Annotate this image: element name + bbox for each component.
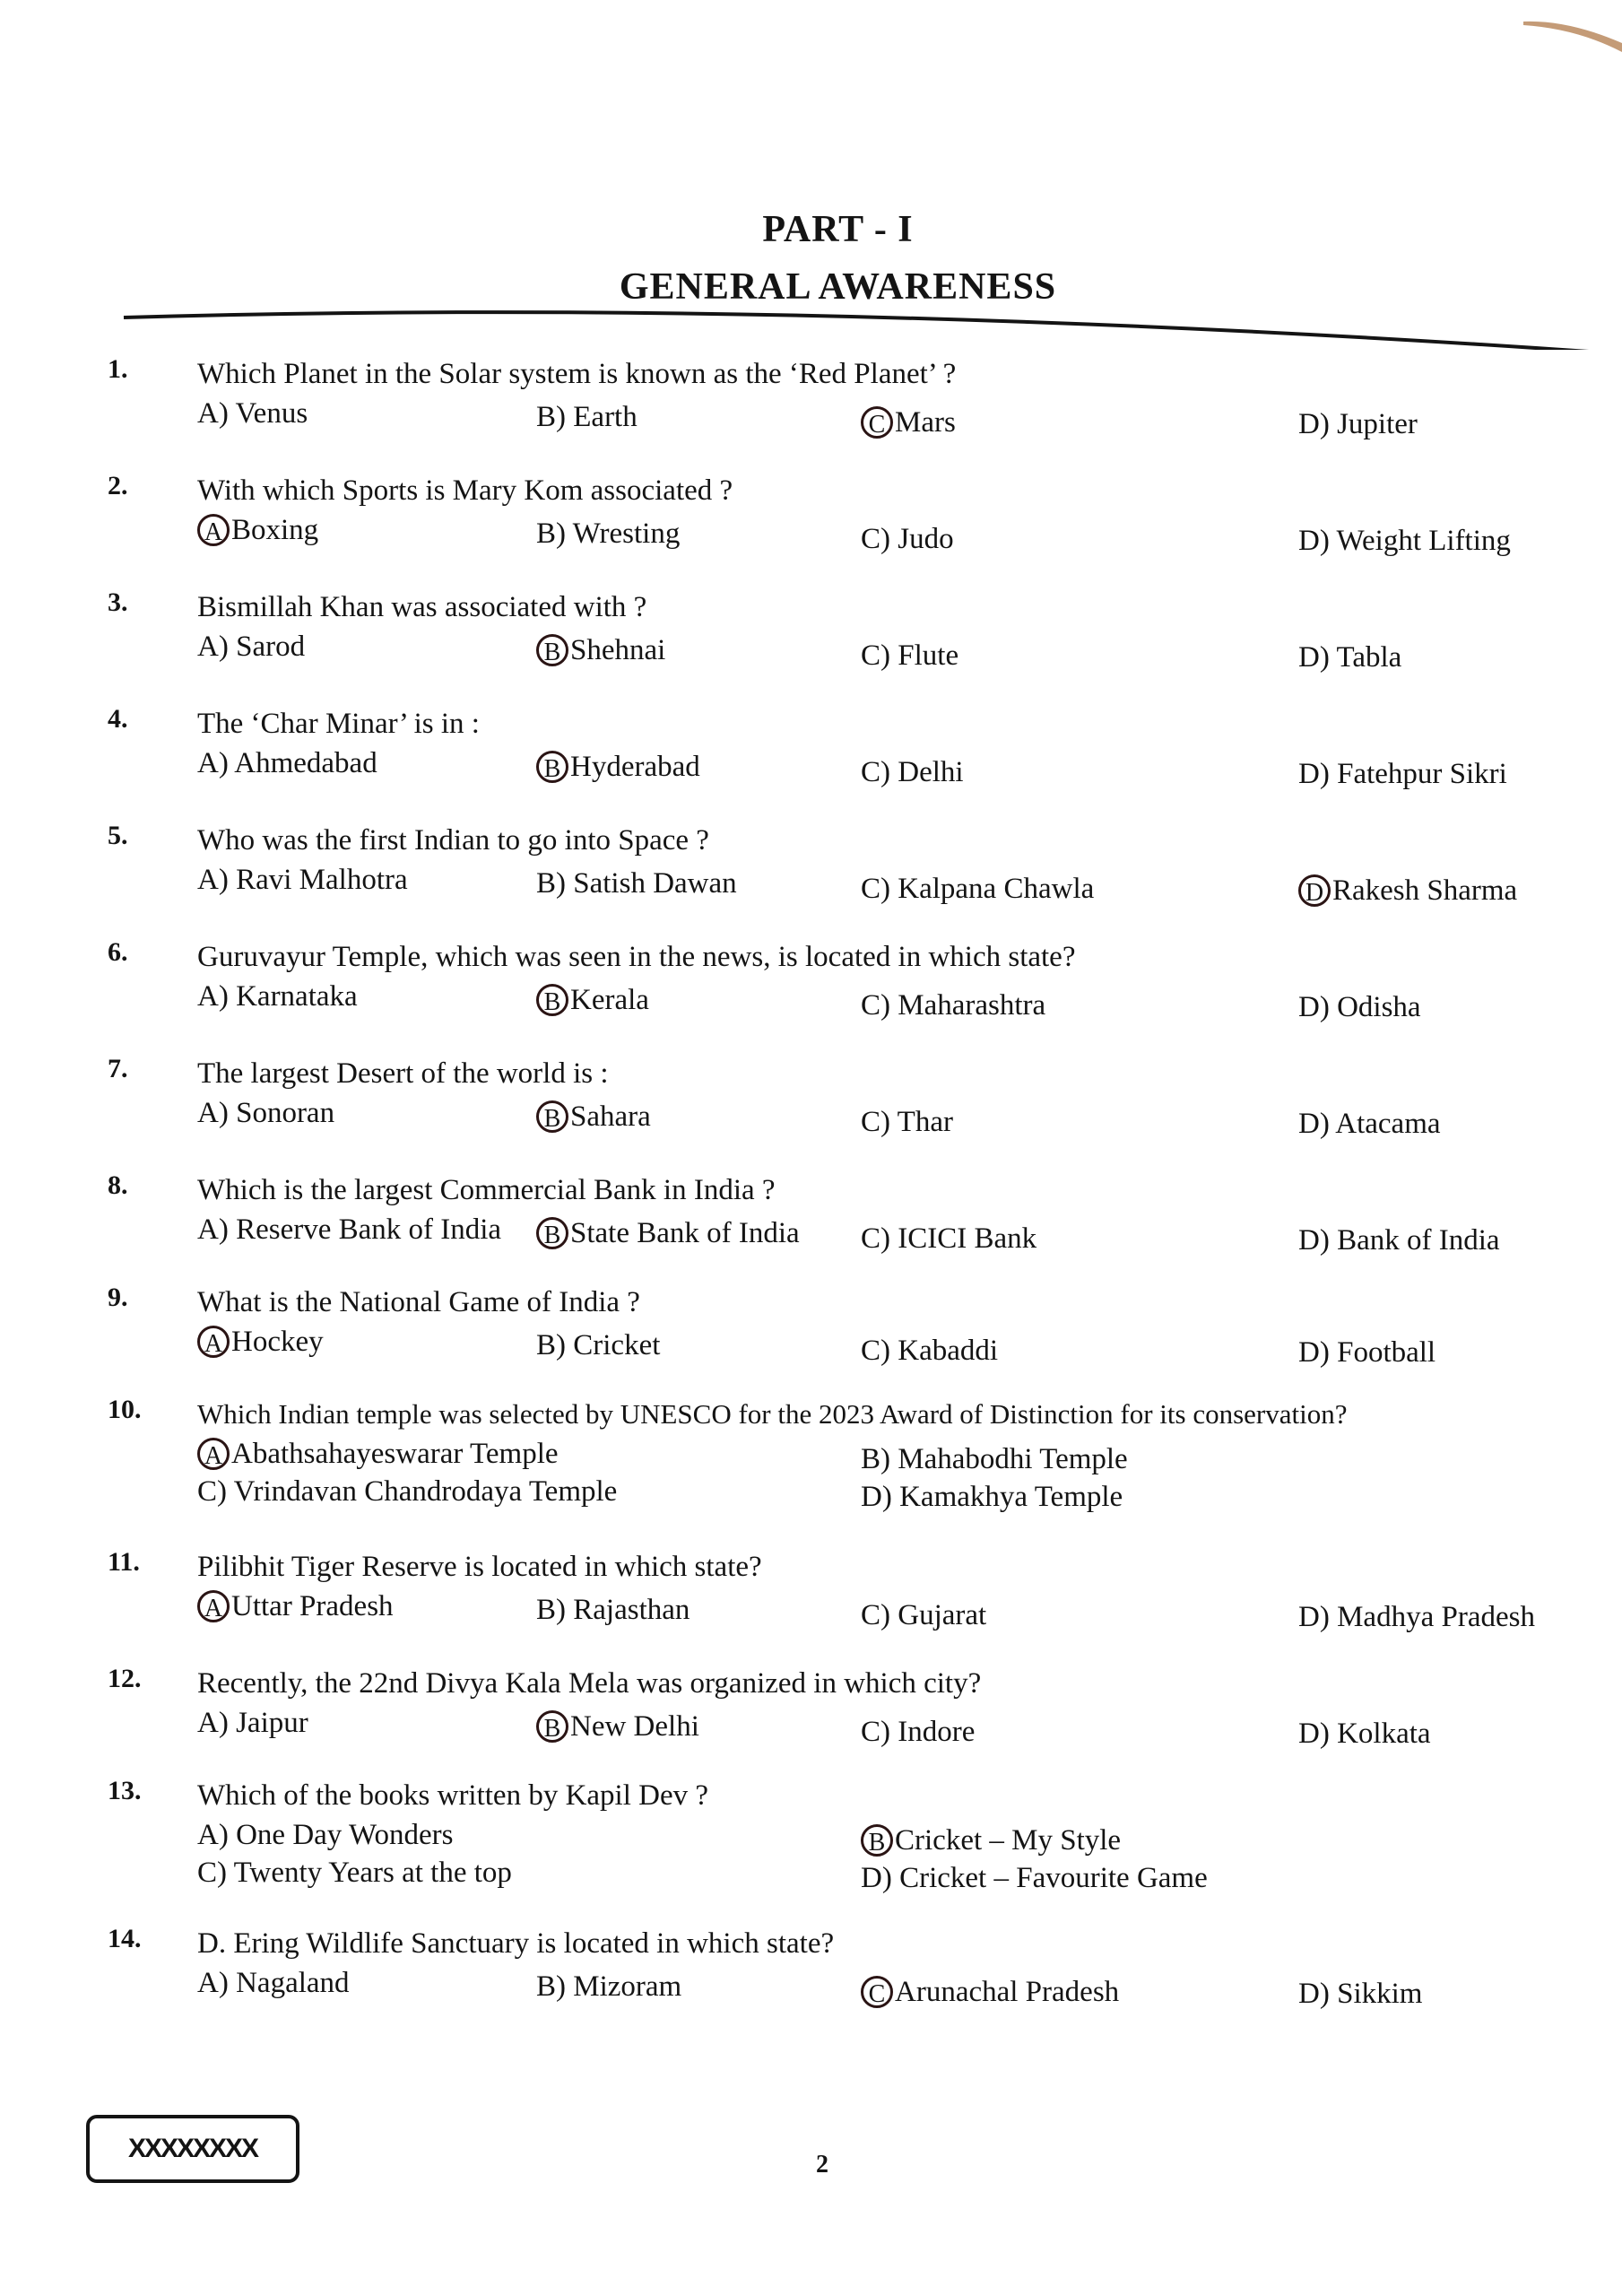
option-text: Delhi: [898, 756, 964, 788]
question-text: The ‘Char Minar’ is in :: [197, 708, 480, 740]
question-number: 7.: [108, 1054, 128, 1083]
option-paren: ): [880, 989, 898, 1022]
option-d[interactable]: [1298, 641, 1401, 674]
option-text: Boxing: [231, 514, 319, 546]
option-letter: C: [861, 1716, 881, 1748]
option-text: Maharashtra: [898, 989, 1046, 1022]
option-paren: ): [556, 401, 574, 433]
option-letter: A: [197, 1213, 219, 1246]
circled-answer-mark: A: [197, 514, 230, 546]
option-b[interactable]: [536, 751, 700, 785]
option-text: Abathsahayeswarar Temple: [231, 1438, 559, 1470]
question-text: Recently, the 22nd Divya Kala Mela was organized in which city?: [197, 1667, 982, 1700]
option-a[interactable]: [197, 864, 408, 897]
option-text: Venus: [235, 397, 308, 430]
option-letter: C: [861, 873, 881, 905]
option-paren: ): [218, 864, 237, 896]
question-text: Which Indian temple was selected by UNESCO for the 2023 Award of Distinction for its conservation?: [197, 1398, 1348, 1430]
option-b[interactable]: [536, 517, 680, 551]
option-text: Jaipur: [236, 1707, 308, 1739]
circled-answer-mark: B: [536, 1217, 568, 1249]
option-letter: D: [1298, 1718, 1320, 1750]
option-text: Thar: [897, 1106, 953, 1138]
option-paren: ): [880, 1106, 898, 1138]
option-letter: C: [197, 1475, 218, 1508]
option-d[interactable]: [1298, 1601, 1535, 1634]
option-c[interactable]: [861, 873, 1094, 906]
option-paren: ): [880, 639, 898, 672]
option-letter: B: [536, 1329, 557, 1361]
option-text: Rakesh Sharma: [1332, 874, 1518, 907]
option-text: Jupiter: [1337, 408, 1418, 440]
option-letter: A: [197, 1819, 219, 1851]
option-paren: ): [1319, 408, 1338, 440]
section-title: GENERAL AWARENESS: [619, 266, 1057, 308]
option-text: Wresting: [572, 517, 681, 550]
question-number: 13.: [108, 1776, 142, 1805]
option-text: Gujarat: [898, 1599, 987, 1631]
option-letter: C: [861, 639, 881, 672]
option-paren: ): [556, 1970, 574, 2003]
question-text: D. Ering Wildlife Sanctuary is located in which state?: [197, 1927, 835, 1960]
option-paren: ): [1319, 1718, 1338, 1750]
option-text: Mars: [895, 406, 956, 439]
option-c[interactable]: [861, 989, 1045, 1022]
option-paren: ): [217, 1857, 234, 1889]
option-letter: C: [197, 1857, 218, 1889]
option-c[interactable]: [861, 1222, 1037, 1256]
question-number: 11.: [108, 1547, 140, 1577]
option-paren: ): [881, 1862, 900, 1894]
option-text: Nagaland: [236, 1967, 350, 1999]
option-c[interactable]: [861, 1335, 998, 1368]
option-text: Sarod: [236, 631, 306, 663]
option-paren: ): [880, 1716, 898, 1748]
option-d[interactable]: [1298, 1978, 1422, 2011]
corner-smudge: [1523, 16, 1622, 52]
option-letter: D: [1298, 1601, 1320, 1633]
options: [197, 1097, 1542, 1178]
option-paren: ): [1319, 758, 1338, 790]
option-text: Cricket – My Style: [895, 1824, 1122, 1857]
option-text: Weight Lifting: [1336, 525, 1511, 557]
option-text: Sahara: [570, 1100, 651, 1133]
option-text: Bank of India: [1337, 1224, 1500, 1257]
option-letter: D: [1298, 525, 1320, 557]
option-b[interactable]: [536, 984, 649, 1018]
option-letter: C: [861, 1222, 881, 1255]
option-a[interactable]: [197, 1819, 453, 1852]
option-letter: B: [536, 867, 557, 900]
option-text: Hockey: [231, 1326, 324, 1358]
option-a[interactable]: [197, 1590, 394, 1624]
option-paren: ): [880, 1599, 898, 1631]
option-a[interactable]: [197, 1213, 501, 1247]
option-a[interactable]: [197, 1707, 308, 1740]
option-letter: D: [1298, 1224, 1320, 1257]
option-letter: A: [197, 631, 219, 663]
option-text: Cricket – Favourite Game: [899, 1862, 1208, 1894]
option-paren: ): [556, 867, 574, 900]
option-b[interactable]: [536, 1329, 660, 1362]
option-letter: D: [1298, 408, 1320, 440]
option-a[interactable]: [197, 1326, 324, 1360]
option-letter: D: [1298, 991, 1320, 1023]
option-text: Kamakhya Temple: [899, 1481, 1123, 1513]
option-text: Atacama: [1335, 1108, 1441, 1140]
option-a[interactable]: [197, 631, 305, 664]
option-d[interactable]: [1298, 525, 1511, 558]
option-text: Football: [1337, 1336, 1436, 1369]
option-paren: ): [218, 631, 237, 663]
option-paren: ): [1319, 1108, 1336, 1140]
option-b[interactable]: [536, 1217, 800, 1251]
option-paren: ): [218, 1213, 237, 1246]
option-paren: ): [556, 517, 573, 550]
question-text: What is the National Game of India ?: [197, 1286, 640, 1318]
option-letter: C: [861, 1335, 881, 1367]
option-c[interactable]: [861, 1599, 986, 1632]
option-letter: C: [861, 989, 881, 1022]
question-number: 2.: [108, 471, 128, 500]
option-c[interactable]: [861, 1106, 953, 1139]
option-c[interactable]: [197, 1475, 617, 1509]
option-paren: ): [556, 1329, 574, 1361]
option-letter: B: [536, 401, 557, 433]
option-letter: C: [861, 1599, 881, 1631]
option-d[interactable]: [1298, 408, 1418, 441]
options: [197, 1326, 1542, 1406]
option-c[interactable]: [861, 406, 956, 440]
options: [197, 980, 1542, 1061]
option-c[interactable]: [861, 639, 958, 673]
option-paren: ): [1319, 1336, 1338, 1369]
options: [197, 1438, 1542, 1518]
option-letter: C: [861, 1106, 881, 1138]
option-d[interactable]: [1298, 758, 1507, 791]
circled-answer-mark: B: [536, 1710, 568, 1743]
option-paren: ): [880, 1335, 898, 1367]
option-letter: A: [197, 980, 219, 1013]
option-letter: A: [197, 397, 219, 430]
question-text: Pilibhit Tiger Reserve is located in which state?: [197, 1551, 762, 1583]
question-number: 1.: [108, 354, 128, 384]
option-letter: B: [536, 1970, 557, 2003]
option-d[interactable]: [1298, 1108, 1441, 1141]
option-text: Kerala: [570, 984, 649, 1016]
option-c[interactable]: [197, 1857, 512, 1890]
option-paren: ): [881, 1481, 900, 1513]
option-c[interactable]: [861, 756, 964, 789]
options: [197, 397, 1542, 478]
options: [197, 1707, 1542, 1787]
question-text: The largest Desert of the world is :: [197, 1057, 609, 1090]
option-text: Cricket: [573, 1329, 661, 1361]
circled-answer-mark: B: [861, 1824, 893, 1857]
option-d[interactable]: [861, 1862, 1208, 1895]
question-number: 9.: [108, 1283, 128, 1312]
option-paren: ): [880, 756, 898, 788]
option-b[interactable]: [536, 1594, 690, 1627]
option-text: Indore: [898, 1716, 976, 1748]
option-b[interactable]: [536, 867, 737, 900]
option-text: Kabaddi: [898, 1335, 999, 1367]
option-letter: A: [197, 1097, 219, 1129]
option-text: Twenty Years at the top: [233, 1857, 512, 1889]
option-d[interactable]: [1298, 1336, 1436, 1370]
option-a[interactable]: [197, 1438, 559, 1472]
option-text: Shehnai: [570, 634, 666, 666]
question-number: 6.: [108, 937, 128, 967]
option-letter: D: [861, 1481, 882, 1513]
option-paren: ): [1319, 1601, 1338, 1633]
circled-answer-mark: A: [197, 1438, 230, 1470]
option-paren: ): [880, 1222, 898, 1255]
option-text: Ravi Malhotra: [236, 864, 408, 896]
option-text: Karnataka: [236, 980, 358, 1013]
question-number: 12.: [108, 1664, 142, 1693]
option-b[interactable]: [536, 1710, 699, 1744]
option-text: Reserve Bank of India: [236, 1213, 502, 1246]
option-d[interactable]: [1298, 1224, 1500, 1257]
option-a[interactable]: [197, 514, 318, 548]
option-paren: ): [218, 1819, 237, 1851]
option-text: Fatehpur Sikri: [1337, 758, 1507, 790]
option-a[interactable]: [197, 1967, 350, 2000]
option-paren: ): [880, 523, 898, 555]
option-b[interactable]: [536, 634, 665, 668]
option-b[interactable]: [861, 1824, 1121, 1858]
option-text: Vrindavan Chandrodaya Temple: [233, 1475, 618, 1508]
option-letter: B: [536, 517, 557, 550]
question-text: Which is the largest Commercial Bank in India ?: [197, 1174, 776, 1206]
question-number: 3.: [108, 587, 128, 617]
booklet-code-box: XXXXXXXX: [86, 2115, 299, 2183]
option-c[interactable]: [861, 1716, 975, 1749]
option-d[interactable]: [1298, 1718, 1431, 1751]
option-letter: A: [197, 747, 219, 779]
option-paren: ): [1319, 1224, 1338, 1257]
question-number: 4.: [108, 704, 128, 734]
option-paren: ): [218, 1097, 237, 1129]
option-text: Mizoram: [573, 1970, 682, 2003]
option-text: Judo: [898, 523, 954, 555]
option-paren: ): [1319, 525, 1337, 557]
option-c[interactable]: [861, 1976, 1119, 2010]
option-letter: D: [1298, 1108, 1320, 1140]
option-text: Arunachal Pradesh: [895, 1976, 1120, 2008]
option-text: Ahmedabad: [234, 747, 377, 779]
option-text: State Bank of India: [570, 1217, 800, 1249]
option-text: New Delhi: [570, 1710, 699, 1743]
options: [197, 514, 1542, 595]
option-letter: D: [1298, 1978, 1320, 2010]
question-number: 10.: [108, 1395, 142, 1424]
option-b[interactable]: [536, 1970, 681, 2004]
circled-answer-mark: A: [197, 1590, 230, 1622]
option-paren: ): [880, 1443, 898, 1475]
option-d[interactable]: [861, 1481, 1123, 1514]
option-a[interactable]: [197, 397, 308, 430]
option-text: Madhya Pradesh: [1337, 1601, 1535, 1633]
option-text: Satish Dawan: [573, 867, 737, 900]
question-number: 8.: [108, 1170, 128, 1200]
option-letter: A: [197, 1967, 219, 1999]
option-a[interactable]: [197, 747, 377, 780]
option-letter: D: [1298, 1336, 1320, 1369]
option-text: Earth: [573, 401, 638, 433]
question-text: Which Planet in the Solar system is known as the ‘Red Planet’ ?: [197, 358, 957, 390]
option-text: Tabla: [1336, 641, 1402, 674]
option-letter: D: [1298, 758, 1320, 790]
option-text: Rajasthan: [573, 1594, 690, 1626]
options: [197, 864, 1542, 944]
question-number: 14.: [108, 1924, 142, 1953]
option-paren: ): [1319, 1978, 1338, 2010]
option-paren: ): [218, 747, 235, 779]
option-b[interactable]: [536, 1100, 651, 1135]
option-letter: D: [861, 1862, 882, 1894]
options: [197, 631, 1542, 711]
option-text: Odisha: [1337, 991, 1421, 1023]
options: [197, 747, 1542, 828]
question-text: Which of the books written by Kapil Dev ?: [197, 1779, 709, 1812]
option-paren: ): [218, 1707, 237, 1739]
question-number: 5.: [108, 821, 128, 850]
part-title: PART - I: [762, 209, 914, 250]
option-paren: ): [1319, 991, 1338, 1023]
question-text: Guruvayur Temple, which was seen in the news, is located in which state?: [197, 941, 1076, 973]
options: [197, 1819, 1542, 1900]
options: [197, 1967, 1542, 2048]
option-letter: A: [197, 1707, 219, 1739]
circled-answer-mark: B: [536, 751, 568, 783]
circled-answer-mark: A: [197, 1326, 230, 1358]
option-b[interactable]: [861, 1443, 1128, 1476]
option-letter: A: [197, 864, 219, 896]
page-number: 2: [816, 2151, 828, 2179]
question-text: Who was the first Indian to go into Space ?: [197, 824, 709, 857]
circled-answer-mark: B: [536, 634, 568, 666]
circled-answer-mark: C: [861, 406, 893, 439]
option-text: One Day Wonders: [236, 1819, 454, 1851]
option-text: Kalpana Chawla: [898, 873, 1095, 905]
option-d[interactable]: [1298, 991, 1421, 1024]
option-paren: ): [880, 873, 898, 905]
option-c[interactable]: [861, 523, 954, 556]
option-letter: B: [536, 1594, 557, 1626]
circled-answer-mark: B: [536, 984, 568, 1016]
option-text: Flute: [898, 639, 959, 672]
circled-answer-mark: B: [536, 1100, 568, 1133]
option-letter: B: [861, 1443, 881, 1475]
option-letter: D: [1298, 641, 1320, 674]
option-a[interactable]: [197, 1097, 334, 1130]
page-header: [0, 208, 1622, 309]
option-paren: ): [556, 1594, 574, 1626]
option-letter: C: [861, 756, 881, 788]
option-text: Sikkim: [1337, 1978, 1423, 2010]
option-letter: C: [861, 523, 881, 555]
question-text: With which Sports is Mary Kom associated ?: [197, 474, 733, 507]
options: [197, 1590, 1542, 1671]
circled-answer-mark: D: [1298, 874, 1331, 907]
option-text: Uttar Pradesh: [231, 1590, 394, 1622]
option-text: Kolkata: [1337, 1718, 1431, 1750]
option-paren: ): [1319, 641, 1337, 674]
option-text: Hyderabad: [570, 751, 700, 783]
option-text: Mahabodhi Temple: [898, 1443, 1128, 1475]
option-b[interactable]: [536, 401, 638, 434]
options: [197, 1213, 1542, 1294]
question-text: Bismillah Khan was associated with ?: [197, 591, 647, 623]
option-text: Sonoran: [236, 1097, 335, 1129]
option-a[interactable]: [197, 980, 358, 1013]
option-paren: ): [217, 1475, 234, 1508]
option-paren: ): [218, 980, 237, 1013]
option-paren: ): [218, 1967, 237, 1999]
option-d[interactable]: [1298, 874, 1517, 909]
header-rule: [0, 296, 1622, 350]
option-paren: ): [218, 397, 236, 430]
option-text: ICICI Bank: [898, 1222, 1037, 1255]
circled-answer-mark: C: [861, 1976, 893, 2008]
